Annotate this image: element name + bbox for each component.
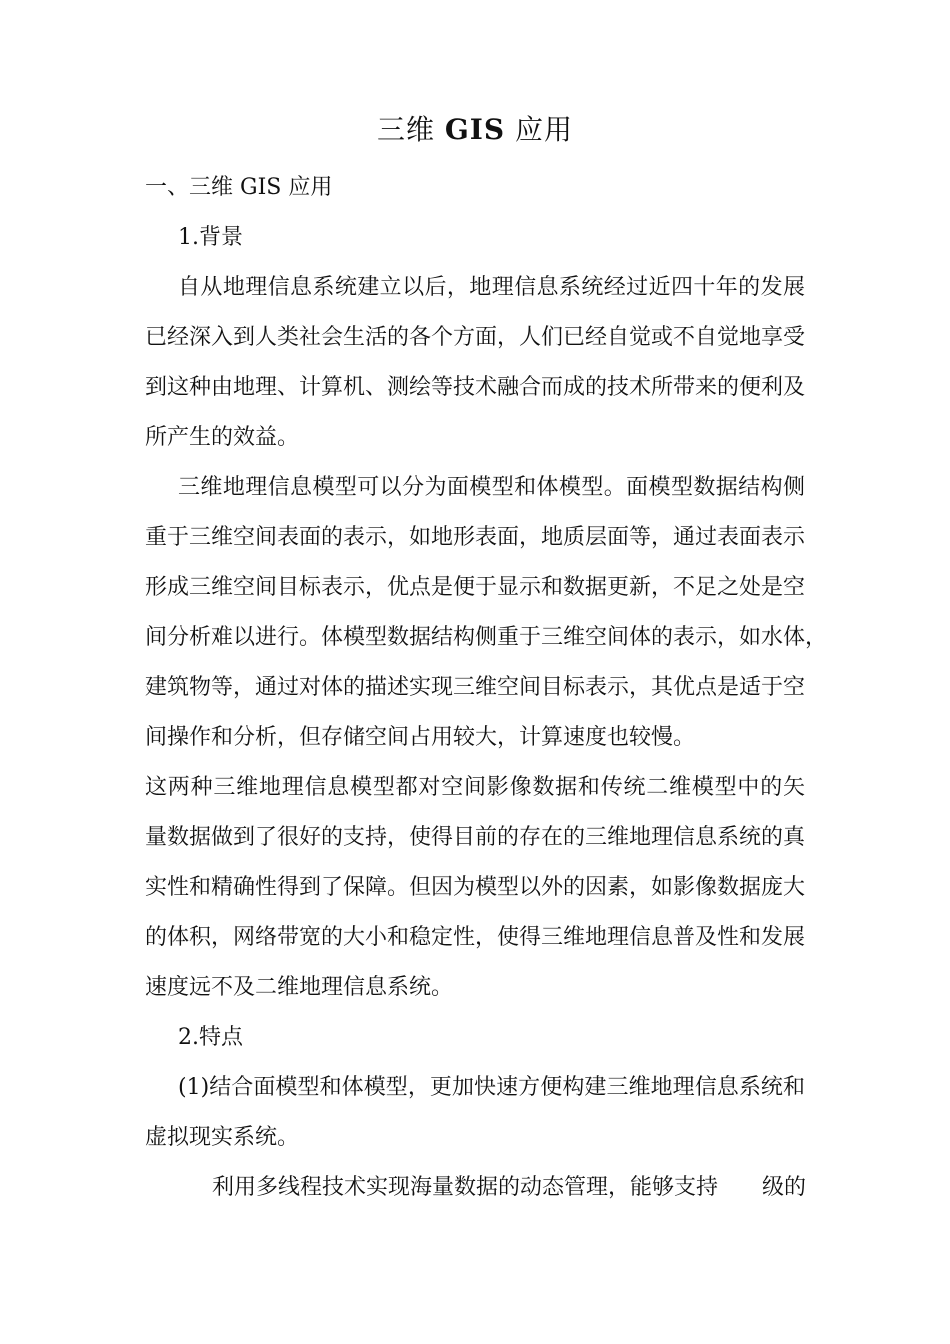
paragraph-line: (1)结合面模型和体模型，更加快速方便构建三维地理信息系统和 [178, 1075, 805, 1100]
section-heading-1: 一、三维 GIS 应用 [145, 175, 333, 200]
paragraph-line: 自从地理信息系统建立以后，地理信息系统经过近四十年的发展 [178, 275, 805, 300]
paragraph-line: 重于三维空间表面的表示，如地形表面，地质层面等，通过表面表示 [145, 525, 806, 550]
paragraph-line: 虚拟现实系统。 [145, 1125, 300, 1150]
page-title [0, 108, 950, 152]
paragraph-line: 利用多线程技术实现海量数据的动态管理，能够支持 [212, 1175, 719, 1200]
paragraph-line: 的体积，网络带宽的大小和稳定性，使得三维地理信息普及性和发展 [145, 925, 806, 950]
paragraph-line: 这两种三维地理信息模型都对空间影像数据和传统二维模型中的矢 [145, 775, 805, 800]
title-latin: GIS [444, 113, 506, 146]
paragraph-line: 三维地理信息模型可以分为面模型和体模型。面模型数据结构侧 [178, 475, 805, 500]
paragraph-line: 所产生的效益。 [145, 425, 300, 450]
paragraph-line: 实性和精确性得到了保障。但因为模型以外的因素，如影像数据庞大 [145, 875, 806, 900]
paragraph-line: 到这种由地理、计算机、测绘等技术融合而成的技术所带来的便利及 [145, 375, 806, 400]
paragraph-line: 速度远不及二维地理信息系统。 [145, 975, 454, 1000]
subsection-heading-background: 1.背景 [178, 225, 243, 250]
paragraph-line: 建筑物等，通过对体的描述实现三维空间目标表示，其优点是适于空 [145, 675, 806, 700]
paragraph-line: 量数据做到了很好的支持，使得目前的存在的三维地理信息系统的真 [145, 825, 806, 850]
subsection-heading-features: 2.特点 [178, 1025, 243, 1050]
paragraph-line-fragment: 级的 [762, 1175, 807, 1200]
paragraph-line: 已经深入到人类社会生活的各个方面，人们已经自觉或不自觉地享受 [145, 325, 806, 350]
title-prefix: 三维 [376, 113, 435, 146]
paragraph-line: 间分析难以进行。体模型数据结构侧重于三维空间体的表示，如水体， [145, 625, 828, 650]
title-suffix: 应用 [515, 113, 574, 146]
paragraph-line: 间操作和分析，但存储空间占用较大，计算速度也较慢。 [145, 725, 696, 750]
paragraph-line: 形成三维空间目标表示，优点是便于显示和数据更新，不足之处是空 [145, 575, 806, 600]
